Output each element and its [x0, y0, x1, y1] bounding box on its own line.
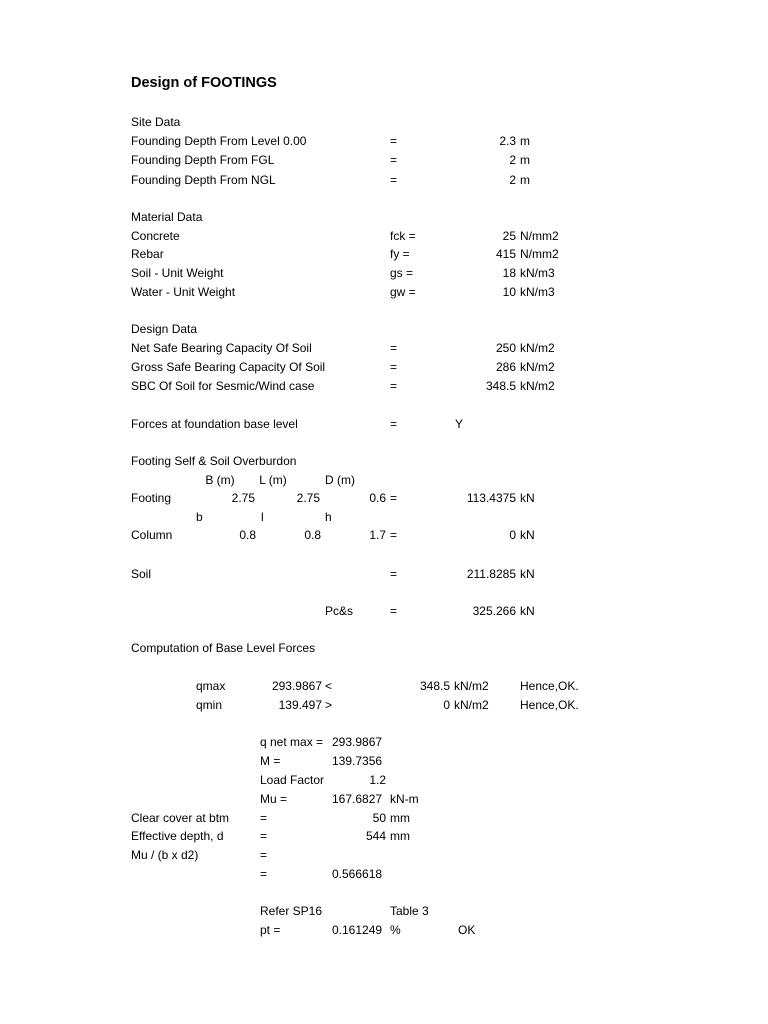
material-row-unit: N/mm2	[520, 229, 559, 243]
qmin-value: 139.497	[278, 698, 322, 712]
effective-depth-unit: mm	[390, 829, 410, 843]
material-row-label: Concrete	[131, 229, 180, 243]
effective-depth-value: 544	[365, 829, 386, 843]
pcs-unit: kN	[520, 604, 535, 618]
footing-header-d: D (m)	[325, 473, 355, 487]
material-row-label: Water - Unit Weight	[131, 285, 236, 299]
footing-label: Footing	[131, 491, 172, 505]
qmin-label: qmin	[196, 698, 223, 712]
material-row-value: 18	[502, 266, 516, 280]
site-row-label: Founding Depth From NGL	[131, 173, 276, 187]
design-row-unit: kN/m2	[520, 379, 555, 393]
site-row-sym: =	[390, 173, 398, 187]
pt-status: OK	[458, 923, 476, 937]
qmax-unit: kN/m2	[454, 679, 489, 693]
ratio-sym-2: =	[260, 867, 268, 881]
site-row-value: 2	[509, 173, 516, 187]
qmin-op: >	[325, 698, 333, 712]
column-h-value: 1.7	[369, 528, 386, 542]
footing-unit: kN	[520, 491, 535, 505]
qmax-status: Hence,OK.	[520, 679, 579, 693]
clear-cover-value: 50	[372, 811, 386, 825]
title: Design of FOOTINGS	[131, 75, 277, 91]
qmax-op: <	[325, 679, 333, 693]
design-data-heading: Design Data	[131, 322, 198, 336]
material-row-value: 10	[502, 285, 516, 299]
forces-label: Forces at foundation base level	[131, 417, 298, 431]
site-row-unit: m	[520, 173, 530, 187]
soil-sym: =	[390, 567, 398, 581]
design-row-label: Gross Safe Bearing Capacity Of Soil	[131, 360, 326, 374]
ratio-value: 0.566618	[332, 867, 383, 881]
mu-label: Mu =	[260, 792, 288, 806]
site-data-heading: Site Data	[131, 115, 181, 129]
material-row-sym: fy =	[390, 247, 410, 261]
material-row-sym: fck =	[390, 229, 416, 243]
column-header-l: l	[261, 510, 264, 524]
site-row-label: Founding Depth From Level 0.00	[131, 134, 307, 148]
footing-header-l: L (m)	[259, 473, 287, 487]
soil-unit: kN	[520, 567, 535, 581]
overburden-heading: Footing Self & Soil Overburdon	[131, 454, 297, 468]
column-sym: =	[390, 528, 398, 542]
effective-depth-label: Effective depth, d	[131, 829, 224, 843]
mu-unit: kN-m	[390, 792, 419, 806]
forces-sym: =	[390, 417, 398, 431]
clear-cover-sym: =	[260, 811, 268, 825]
site-row-unit: m	[520, 134, 530, 148]
qnet-value: 293.9867	[332, 735, 383, 749]
design-row-value: 348.5	[485, 379, 516, 393]
m-value: 139.7356	[332, 754, 383, 768]
m-label: M =	[260, 754, 281, 768]
material-row-sym: gs =	[390, 266, 414, 280]
load-factor-value: 1.2	[369, 773, 386, 787]
site-row-sym: =	[390, 153, 398, 167]
ratio-sym: =	[260, 848, 268, 862]
material-row-label: Rebar	[131, 247, 164, 261]
design-row-sym: =	[390, 341, 398, 355]
material-row-label: Soil - Unit Weight	[131, 266, 224, 280]
qmax-limit: 348.5	[419, 679, 450, 693]
qmin-status: Hence,OK.	[520, 698, 579, 712]
site-row-value: 2	[509, 153, 516, 167]
clear-cover-label: Clear cover at btm	[131, 811, 230, 825]
design-row-unit: kN/m2	[520, 341, 555, 355]
mu-value: 167.6827	[332, 792, 383, 806]
site-row-label: Founding Depth From FGL	[131, 153, 275, 167]
footing-result: 113.4375	[466, 491, 516, 505]
qmax-label: qmax	[196, 679, 226, 693]
material-row-sym: gw =	[390, 285, 416, 299]
material-row-unit: N/mm2	[520, 247, 559, 261]
soil-result: 211.8285	[466, 567, 516, 581]
load-factor-label: Load Factor	[260, 773, 324, 787]
clear-cover-unit: mm	[390, 811, 410, 825]
material-row-value: 25	[502, 229, 516, 243]
pcs-sym: =	[390, 604, 398, 618]
material-row-value: 415	[495, 247, 516, 261]
qmax-value: 293.9867	[271, 679, 322, 693]
soil-label: Soil	[131, 567, 152, 581]
pcs-result: 325.266	[472, 604, 516, 618]
column-header-h: h	[325, 510, 332, 524]
material-row-unit: kN/m3	[520, 266, 555, 280]
refer-label: Refer SP16	[260, 904, 323, 918]
design-row-value: 250	[495, 341, 516, 355]
footing-l-value: 2.75	[296, 491, 320, 505]
footing-d-value: 0.6	[369, 491, 386, 505]
footing-sym: =	[390, 491, 398, 505]
material-row-unit: kN/m3	[520, 285, 555, 299]
design-row-unit: kN/m2	[520, 360, 555, 374]
computation-heading: Computation of Base Level Forces	[131, 641, 316, 655]
site-row-sym: =	[390, 134, 398, 148]
site-row-value: 2.3	[499, 134, 516, 148]
qnet-label: q net max =	[260, 735, 324, 749]
design-row-sym: =	[390, 379, 398, 393]
footing-header-b: B (m)	[205, 473, 235, 487]
design-row-label: Net Safe Bearing Capacity Of Soil	[131, 341, 312, 355]
pt-label: pt =	[260, 923, 281, 937]
design-row-value: 286	[495, 360, 516, 374]
pt-unit: %	[390, 923, 401, 937]
footing-b-value: 2.75	[231, 491, 255, 505]
pcs-label: Pc&s	[325, 604, 354, 618]
pt-value: 0.161249	[332, 923, 383, 937]
column-header-b: b	[196, 510, 203, 524]
material-data-heading: Material Data	[131, 210, 203, 224]
column-unit: kN	[520, 528, 535, 542]
design-row-sym: =	[390, 360, 398, 374]
refer-table: Table 3	[390, 904, 429, 918]
qmin-limit: 0	[443, 698, 450, 712]
qmin-unit: kN/m2	[454, 698, 489, 712]
design-row-label: SBC Of Soil for Sesmic/Wind case	[131, 379, 315, 393]
site-row-unit: m	[520, 153, 530, 167]
column-l-value: 0.8	[304, 528, 321, 542]
column-result: 0	[509, 528, 516, 542]
effective-depth-sym: =	[260, 829, 268, 843]
column-b-value: 0.8	[239, 528, 256, 542]
forces-value: Y	[455, 417, 464, 431]
ratio-label: Mu / (b x d2)	[131, 848, 199, 862]
column-label: Column	[131, 528, 173, 542]
